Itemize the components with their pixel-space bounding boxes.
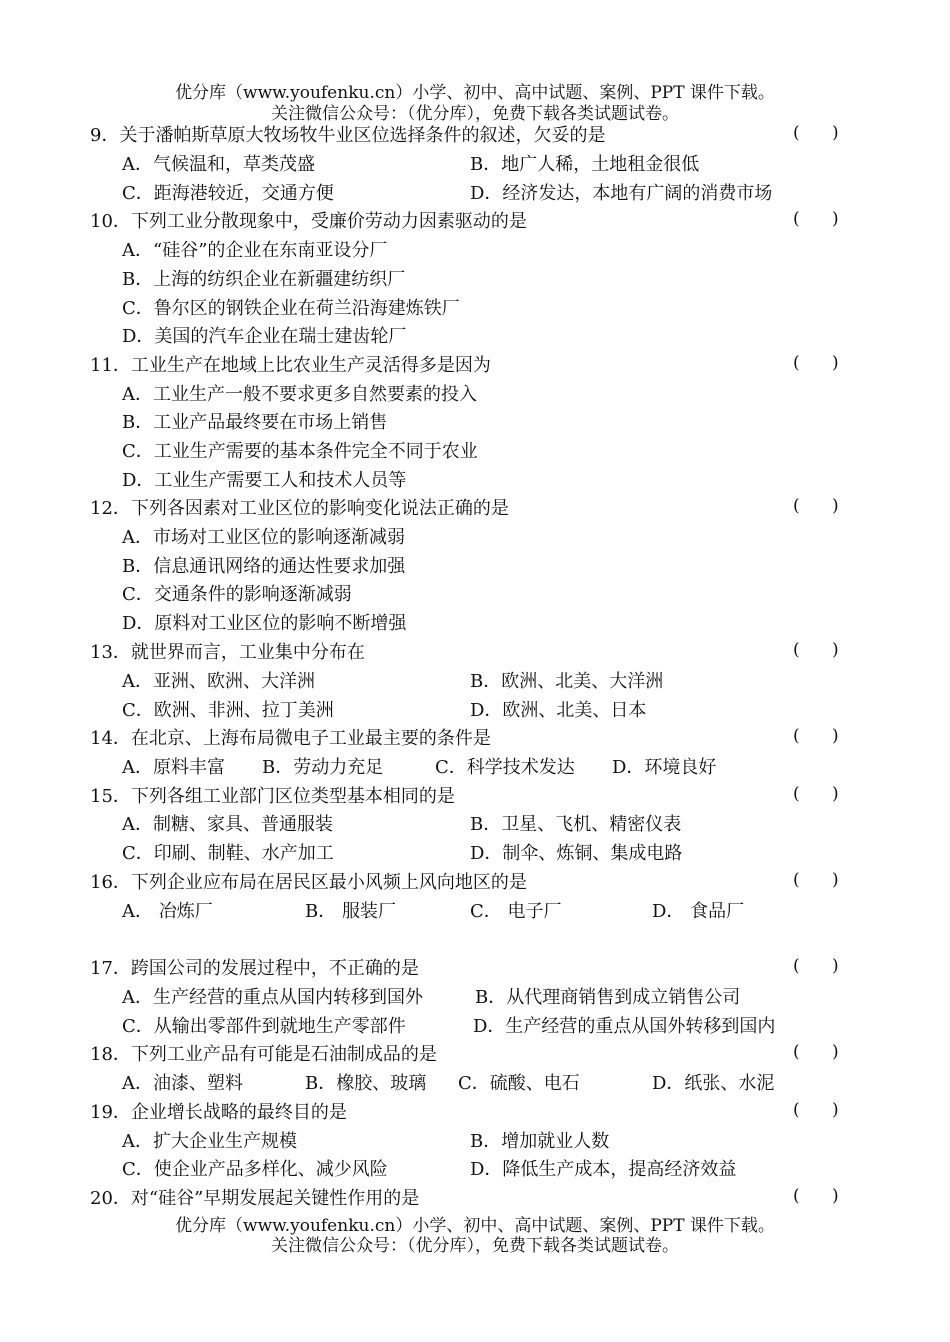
option-c: C．使企业产品多样化、减少风险 [122,1159,388,1180]
header-line-1: 优分库（www.youfenku.cn）小学、初中、高中试题、案例、PPT 课件下载。 [175,83,775,103]
option-b: B．劳动力充足 [262,757,384,778]
option-d: D．制伞、炼铜、集成电路 [470,843,683,864]
option-b: B． 服装厂 [305,901,396,922]
option-a: A．气候温和，草类茂盛 [122,154,315,175]
answer-bracket: ( ) [793,496,839,516]
question-stem: 18．下列工业产品有可能是石油制成品的是 [90,1044,437,1065]
option-a: A．油漆、塑料 [122,1073,243,1094]
option-c: C． 电子厂 [470,901,562,922]
question-stem: 13．就世界而言，工业集中分布在 [90,642,365,663]
option-c: C．鲁尔区的钢铁企业在荷兰沿海建炼铁厂 [122,298,460,319]
option-b: B．信息通讯网络的通达性要求加强 [122,556,406,577]
question-stem: 11．工业生产在地域上比农业生产灵活得多是因为 [90,355,491,376]
option-b: B．橡胶、玻璃 [305,1073,427,1094]
option-b: B．工业产品最终要在市场上销售 [122,412,388,433]
answer-bracket: ( ) [793,784,839,804]
option-d: D．生产经营的重点从国外转移到国内 [473,1016,776,1037]
question-stem: 12．下列各因素对工业区位的影响变化说法正确的是 [90,498,509,519]
answer-bracket: ( ) [793,1042,839,1062]
option-b: B．上海的纺织企业在新疆建纺织厂 [122,269,406,290]
question-stem: 17．跨国公司的发展过程中，不正确的是 [90,958,419,979]
answer-bracket: ( ) [793,209,839,229]
option-a: A．工业生产一般不要求更多自然要素的投入 [122,384,477,405]
option-d: D．工业生产需要工人和技术人员等 [122,470,407,491]
option-a: A． 冶炼厂 [122,901,213,922]
option-d: D．环境良好 [612,757,717,778]
option-c: C．科学技术发达 [435,757,575,778]
option-c: C．印刷、制鞋、水产加工 [122,843,334,864]
header-line-2: 关注微信公众号：（优分库），免费下载各类试题试卷。 [271,104,679,124]
option-a: A．市场对工业区位的影响逐渐减弱 [122,527,405,548]
question-stem: 19．企业增长战略的最终目的是 [90,1102,347,1123]
answer-bracket: ( ) [793,956,839,976]
option-c: C．距海港较近，交通方便 [122,183,334,204]
answer-bracket: ( ) [793,640,839,660]
option-a: A．扩大企业生产规模 [122,1131,297,1152]
question-stem: 16．下列企业应布局在居民区最小风频上风向地区的是 [90,872,527,893]
answer-bracket: ( ) [793,870,839,890]
option-d: D． 食品厂 [652,901,745,922]
option-b: B．从代理商销售到成立销售公司 [475,987,741,1008]
option-a: A．“硅谷”的企业在东南亚设分厂 [122,240,388,261]
footer-line-2: 关注微信公众号：（优分库），免费下载各类试题试卷。 [271,1236,679,1256]
option-c: C．硫酸、电石 [458,1073,580,1094]
option-b: B．增加就业人数 [470,1131,610,1152]
option-b: B．地广人稀，土地租金很低 [470,154,700,175]
question-stem: 15．下列各组工业部门区位类型基本相同的是 [90,786,455,807]
answer-bracket: ( ) [793,123,839,143]
answer-bracket: ( ) [793,1100,839,1120]
answer-bracket: ( ) [793,1186,839,1206]
option-d: D．降低生产成本，提高经济效益 [470,1159,737,1180]
option-c: C．工业生产需要的基本条件完全不同于农业 [122,441,478,462]
option-a: A．生产经营的重点从国内转移到国外 [122,987,423,1008]
option-a: A．原料丰富 [122,757,225,778]
question-stem: 10．下列工业分散现象中，受廉价劳动力因素驱动的是 [90,211,527,232]
option-c: C．从输出零部件到就地生产零部件 [122,1016,406,1037]
option-b: B．卫星、飞机、精密仪表 [470,814,682,835]
option-d: D．经济发达，本地有广阔的消费市场 [470,183,773,204]
option-c: C．交通条件的影响逐渐减弱 [122,584,352,605]
option-a: A．制糖、家具、普通服装 [122,814,333,835]
option-c: C．欧洲、非洲、拉丁美洲 [122,700,334,721]
question-stem: 9．关于潘帕斯草原大牧场牧牛业区位选择条件的叙述，欠妥的是 [90,125,606,146]
option-d: D．纸张、水泥 [652,1073,775,1094]
option-d: D．原料对工业区位的影响不断增强 [122,613,407,634]
option-d: D．美国的汽车企业在瑞士建齿轮厂 [122,326,407,347]
option-d: D．欧洲、北美、日本 [470,700,647,721]
answer-bracket: ( ) [793,726,839,746]
question-stem: 14．在北京、上海布局微电子工业最主要的条件是 [90,728,491,749]
option-a: A．亚洲、欧洲、大洋洲 [122,671,315,692]
footer-line-1: 优分库（www.youfenku.cn）小学、初中、高中试题、案例、PPT 课件下载。 [175,1216,775,1236]
answer-bracket: ( ) [793,353,839,373]
option-b: B．欧洲、北美、大洋洲 [470,671,664,692]
question-stem: 20．对“硅谷”早期发展起关键性作用的是 [90,1188,420,1209]
